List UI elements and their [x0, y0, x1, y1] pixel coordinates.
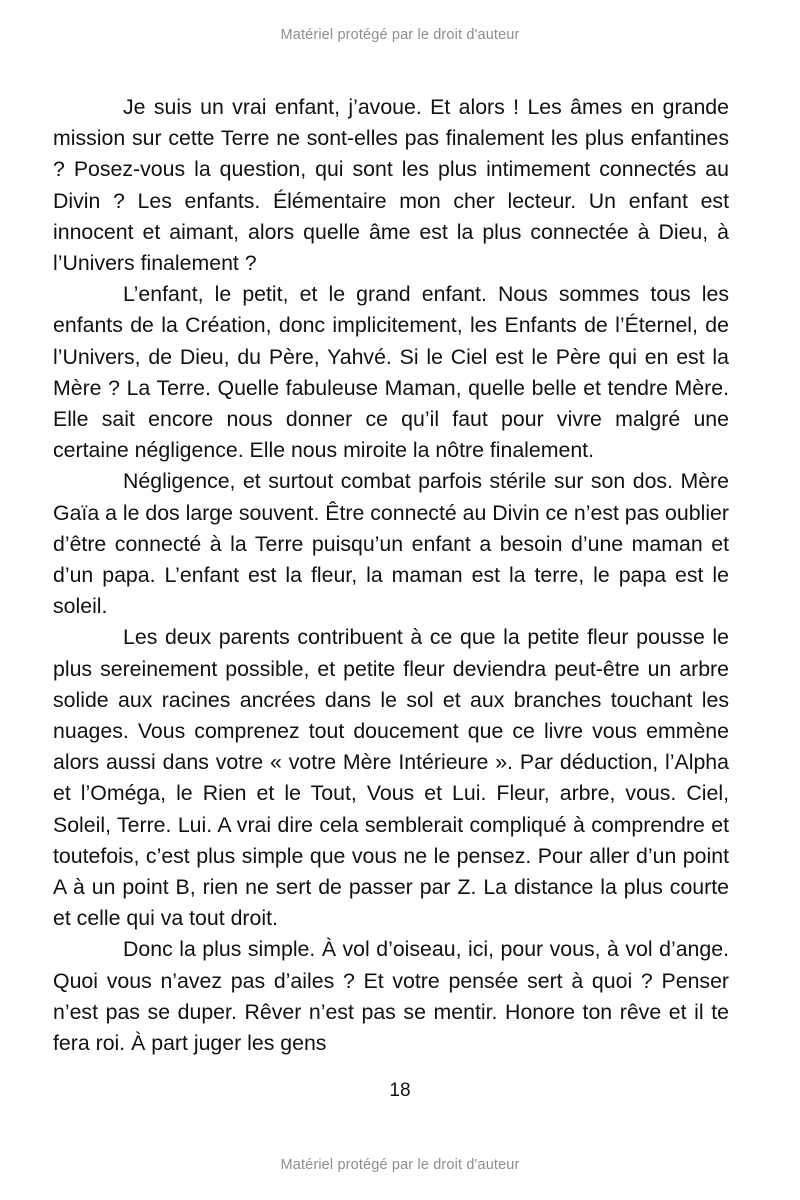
running-header-copyright-notice: Matériel protégé par le droit d'auteur: [280, 27, 520, 43]
running-footer-copyright-notice: Matériel protégé par le droit d'auteur: [280, 1157, 520, 1173]
paragraph: Je suis un vrai enfant, j’avoue. Et alors ! Les âmes en grande mission sur cette Terre ne sont-elles pas finalement les plus enfantines ? Posez-vous la question, qui sont les plus intimement connectés au Divin ? Les enfants. Élémentaire mon cher lecteur. Un enfant est innocent et aimant, alors quelle âme est la plus connectée à Dieu, à l’Univers finalement ?: [53, 95, 729, 276]
paragraph: Négligence, et surtout combat parfois stérile sur son dos. Mère Gaïa a le dos large souvent. Être connecté au Divin ce n’est pas oublier d’être connecté à la Terre puisqu’un enfant a besoin d’une maman et d’un papa. L’enfant est la fleur, la maman est la terre, le papa est le soleil.: [53, 469, 729, 619]
paragraph: Donc la plus simple. À vol d’oiseau, ici, pour vous, à vol d’ange. Quoi vous n’avez pas d’ailes ? Et votre pensée sert à quoi ? Penser n’est pas se duper. Rêver n’est pas se mentir. Honore ton rêve et il te fera roi. À part juger les gens: [53, 937, 729, 1056]
paragraph: Les deux parents contribuent à ce que la petite fleur pousse le plus sereinement possible, et petite fleur deviendra peut-être un arbre solide aux racines ancrées dans le sol et aux branches touchant les nuages. Vous comprenez tout doucement que ce livre vous emmène alors aussi dans votre « votre Mère Intérieure ». Par déduction, l’Alpha et l’Oméga, le Rien et le Tout, Vous et Lui. Fleur, arbre, vous. Ciel, Soleil, Terre. Lui. A vrai dire cela semblerait compliqué à comprendre et toutefois, c’est plus simple que vous ne le pensez. Pour aller d’un point A à un point B, rien ne sert de passer par Z. La distance la plus courte et celle qui va tout droit.: [53, 625, 729, 931]
paragraph: L’enfant, le petit, et le grand enfant. Nous sommes tous les enfants de la Création, donc implicitement, les Enfants de l’Éternel, de l’Univers, de Dieu, du Père, Yahvé. Si le Ciel est le Père qui en est la Mère ? La Terre. Quelle fabuleuse Maman, quelle belle et tendre Mère. Elle sait encore nous donner ce qu’il faut pour vivre malgré une certaine négligence. Elle nous miroite la nôtre finalement.: [53, 282, 729, 463]
page-number: 18: [389, 1080, 411, 1101]
body-text-column: [53, 92, 729, 1059]
